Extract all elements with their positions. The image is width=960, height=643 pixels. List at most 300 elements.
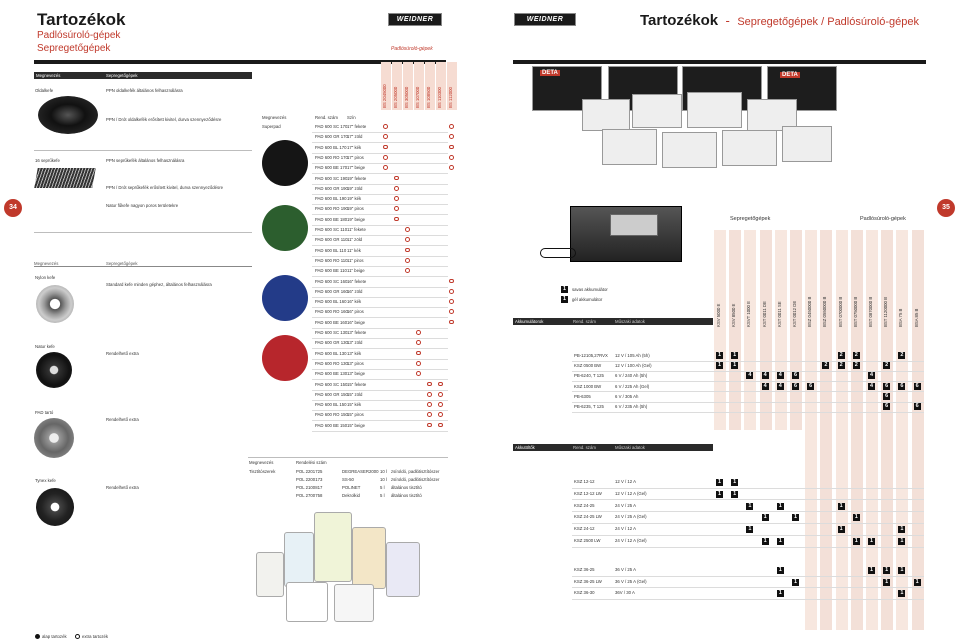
pad-color: 13" beige bbox=[347, 371, 366, 377]
row-line bbox=[312, 256, 448, 257]
pad-color: 15" kék bbox=[347, 402, 362, 408]
quantity-marker: 2 bbox=[839, 352, 843, 358]
row-line bbox=[312, 400, 448, 401]
row-line bbox=[312, 297, 448, 298]
pad-code: PAD 600 SC 160 bbox=[315, 278, 348, 284]
row-line bbox=[312, 328, 448, 329]
charger-spec: 24 V / 12 A (Gel) bbox=[615, 538, 647, 543]
row-line bbox=[312, 317, 448, 318]
nylon-desc: Standard kefe minden géphez, általános felhasználásra bbox=[106, 282, 212, 287]
quantity-marker: 1 bbox=[763, 514, 767, 521]
quantity-marker: 1 bbox=[793, 514, 798, 521]
pad-code: PAD 600 GR 170 bbox=[315, 134, 348, 140]
machine-column-label: BSZ 0450000 B bbox=[807, 296, 813, 327]
row-line bbox=[312, 153, 448, 154]
pad-code: PAD 600 BE 170 bbox=[315, 165, 348, 171]
quantity-marker: 1 bbox=[717, 479, 722, 485]
machine-column-label: KST 0011 DE bbox=[761, 301, 767, 327]
chem-bottles-image bbox=[256, 512, 446, 622]
battery-cell bbox=[662, 132, 717, 168]
battery-spec: 6 V / 240 Ah (5h) bbox=[615, 373, 648, 379]
chem-name: Tisztítószerek bbox=[249, 469, 276, 474]
row-line bbox=[572, 412, 924, 413]
row-line bbox=[312, 235, 448, 236]
pad-code: PAD 600 BE 110 bbox=[315, 268, 347, 274]
pad-color: 15" zöld bbox=[347, 391, 363, 397]
oldalkefe-desc-1: PPN oldalkefék általános felhasználásra bbox=[106, 88, 183, 93]
pad-color: 13" kék bbox=[347, 350, 362, 356]
sec2-header bbox=[34, 260, 252, 267]
machine-column-label: KSVT 1000 E bbox=[746, 301, 752, 327]
quantity-marker: 1 bbox=[915, 578, 919, 585]
pad-color: 15" piros bbox=[347, 412, 364, 418]
legend-basic-dot bbox=[35, 634, 40, 639]
charger-code: KSZ 2500 LW bbox=[574, 538, 601, 543]
quantity-marker: 4 bbox=[869, 382, 874, 389]
bottle bbox=[386, 542, 420, 597]
extra-accessory-marker bbox=[438, 402, 443, 407]
pad-code: PAD 600 BE 180 bbox=[315, 216, 348, 222]
left-subtitle-1: Padlósúroló-gépek bbox=[37, 30, 121, 41]
sec1-h1: Megnevezés bbox=[36, 73, 61, 78]
charger-code: KSZ 24-12 bbox=[574, 526, 595, 532]
sec2-h1: Megnevezés bbox=[34, 261, 59, 266]
charger-spec: 36 V / 25 A (Gel) bbox=[615, 578, 647, 584]
extra-accessory-marker bbox=[405, 227, 410, 232]
pad-code: PAD 600 GR 150 bbox=[315, 391, 348, 397]
superpad-label: Superpad bbox=[262, 124, 281, 129]
machine-column-label: BSA 85 B bbox=[913, 308, 919, 327]
extra-accessory-marker bbox=[438, 382, 443, 387]
pad-color: 17" piros bbox=[347, 154, 364, 160]
quantity-marker: 6 bbox=[915, 382, 919, 389]
battery-brand-label: DETA bbox=[542, 70, 558, 76]
machine-column-label: BS 112000 bbox=[448, 87, 453, 108]
pad-color: 17" kék bbox=[347, 144, 362, 150]
battery-cell bbox=[687, 92, 742, 128]
row-line bbox=[312, 348, 448, 349]
extra-accessory-marker bbox=[449, 145, 454, 150]
machine-column-label: KSV 8500 E bbox=[731, 303, 737, 327]
extra-accessory-marker bbox=[427, 392, 432, 397]
separator bbox=[248, 457, 448, 458]
nylon-image bbox=[36, 285, 74, 323]
extra-accessory-marker bbox=[449, 134, 454, 139]
row-line bbox=[572, 576, 924, 577]
column-bg bbox=[760, 230, 772, 430]
machine-column-label: BSA 75 B bbox=[898, 308, 904, 327]
bottle bbox=[314, 512, 352, 582]
extra-accessory-marker bbox=[416, 371, 421, 376]
quantity-marker: 4 bbox=[763, 372, 767, 379]
extra-accessory-marker bbox=[438, 412, 443, 417]
quantity-marker: 1 bbox=[733, 490, 737, 497]
quantity-marker: 1 bbox=[885, 578, 889, 585]
pad-code: PAD 600 GR 130 bbox=[315, 340, 348, 346]
row-line bbox=[312, 225, 448, 226]
extra-accessory-marker bbox=[427, 412, 432, 417]
right-title-rest: Sepregetőgépek / Padlósúroló-gépek bbox=[737, 16, 919, 28]
acc-h1: Akkumulátorok bbox=[515, 319, 544, 324]
quantity-marker: 1 bbox=[869, 567, 874, 573]
row-line bbox=[312, 287, 448, 288]
pad-code: PAD 600 SC 150 bbox=[315, 381, 348, 387]
left-title: Tartozékok bbox=[37, 10, 126, 29]
bottle bbox=[286, 582, 328, 622]
pad-h3: Szín bbox=[347, 115, 356, 120]
weidner-logo-left: WEIDNER bbox=[388, 13, 442, 26]
column-bg bbox=[790, 230, 802, 430]
col-group-sepregeto: Sepregetőgépek bbox=[730, 216, 771, 222]
oldalkefe-image bbox=[38, 96, 98, 134]
extra-accessory-marker bbox=[449, 155, 454, 160]
pad-code: PAD 600 BE 160 bbox=[315, 319, 348, 325]
quantity-marker: 4 bbox=[763, 382, 767, 389]
pad-code: PAD 600 RO 190 bbox=[315, 206, 348, 212]
chem-cell: zsíroldó, padlótisztítószer bbox=[391, 469, 440, 474]
quantity-marker: 1 bbox=[733, 352, 737, 358]
pad-color: 15" fekete bbox=[347, 381, 367, 387]
quantity-marker: 4 bbox=[778, 372, 782, 379]
charger-cable bbox=[540, 248, 576, 258]
extra-accessory-marker bbox=[416, 351, 421, 356]
quantity-marker: 1 bbox=[748, 526, 752, 533]
row-line bbox=[312, 132, 448, 133]
row-line bbox=[312, 245, 448, 246]
pad-color: 16" beige bbox=[347, 319, 366, 325]
extra-accessory-marker bbox=[394, 176, 399, 181]
quantity-marker: 1 bbox=[748, 502, 752, 509]
pad-code: PAD 600 BL 170 bbox=[315, 144, 347, 150]
battery-code: PB-6305 bbox=[574, 393, 591, 399]
charger-code: KSZ 12-12 bbox=[574, 479, 595, 484]
natur-image bbox=[36, 352, 72, 388]
legend-extra-dot bbox=[75, 634, 80, 639]
pad-code: PAD 600 BL 130 bbox=[315, 350, 347, 356]
page-number-right: 35 bbox=[937, 199, 955, 217]
hengerkefe-label: 16 seprűkefe bbox=[35, 158, 60, 163]
row-line bbox=[312, 410, 448, 411]
quantity-marker: 1 bbox=[793, 578, 798, 585]
chem-h2: Rendelési szám bbox=[296, 460, 327, 465]
pad-code: PAD 600 BL 150 bbox=[315, 402, 347, 408]
extra-accessory-marker bbox=[416, 361, 421, 366]
extra-accessory-marker bbox=[394, 186, 399, 191]
pad-color: 17" zöld bbox=[347, 134, 363, 140]
pad-color: 19" kék bbox=[347, 196, 362, 202]
charger-code: KSZ 36-25 bbox=[574, 567, 595, 572]
machine-column-label: BS 2045000 bbox=[382, 84, 387, 108]
padtarto-image bbox=[34, 418, 74, 458]
row-line bbox=[312, 173, 448, 174]
row-line bbox=[312, 194, 448, 195]
chg-h1: Akkutöltők bbox=[515, 445, 535, 450]
charger-spec: 36 V / 25 A bbox=[615, 567, 637, 572]
pad-code: PAD 600 RO 150 bbox=[315, 412, 348, 418]
row-line bbox=[312, 307, 448, 308]
chem-cell: 5 l bbox=[380, 493, 385, 498]
machine-column-label: KST 0011 SE bbox=[776, 301, 782, 327]
battery-code: PB-6235, T 125 bbox=[574, 404, 604, 409]
machine-column-label: BST 0700000 B bbox=[837, 296, 843, 327]
row-line bbox=[572, 391, 924, 392]
quantity-marker: 4 bbox=[748, 372, 752, 379]
extra-accessory-marker bbox=[416, 340, 421, 345]
battery-code: KSZ 1000 BW bbox=[574, 383, 602, 389]
quantity-marker: 2 bbox=[854, 352, 858, 358]
quantity-marker: 6 bbox=[900, 382, 904, 389]
row-line bbox=[312, 359, 448, 360]
pad-color: 11" zöld bbox=[347, 237, 363, 243]
quantity-marker: 4 bbox=[869, 372, 874, 379]
pad-color: 11" beige bbox=[347, 268, 365, 274]
acc-h2: Rend. szám bbox=[573, 319, 596, 324]
row-line bbox=[572, 599, 924, 600]
pad-code: PAD 600 RO 170 bbox=[315, 154, 348, 160]
quantity-marker: 6 bbox=[885, 403, 889, 409]
charger-code: KSZ 24-25 LW bbox=[574, 514, 602, 520]
row-line bbox=[312, 431, 448, 432]
quantity-marker: 1 bbox=[839, 502, 843, 509]
quantity-marker: 1 bbox=[885, 567, 889, 573]
nylon-label: Nylon kefe bbox=[35, 275, 56, 280]
row-line bbox=[572, 361, 924, 362]
quantity-marker: 1 bbox=[778, 567, 782, 573]
quantity-marker: 1 bbox=[717, 490, 722, 497]
extra-accessory-marker bbox=[427, 402, 432, 407]
machine-column-label: KST 0012 DE bbox=[792, 300, 797, 327]
charger-code: KSZ 24-25 bbox=[574, 502, 595, 508]
pad-color: 11" kék bbox=[347, 247, 361, 253]
quantity-marker: 6 bbox=[793, 382, 798, 389]
pad-color: 16" fekete bbox=[347, 278, 367, 284]
extra-accessory-marker bbox=[394, 196, 399, 201]
acc-h3: Műszaki adatok bbox=[615, 319, 645, 324]
battery-cell bbox=[722, 130, 777, 166]
row-line bbox=[572, 587, 924, 588]
quantity-marker: 1 bbox=[900, 590, 904, 596]
pad-color: 16" kék bbox=[347, 299, 362, 305]
charger-spec: 12 V / 12 A bbox=[615, 479, 637, 484]
padtarto-label: PAD tartó bbox=[35, 410, 54, 415]
machine-column-label: BST 1120000 B bbox=[883, 297, 889, 327]
machine-column-label: BST 0870000 B bbox=[868, 296, 873, 327]
acc-header bbox=[513, 318, 713, 325]
pad-code: PAD 600 GR 110 bbox=[315, 237, 348, 243]
extra-accessory-marker bbox=[383, 145, 388, 150]
chem-cell: 10 l bbox=[380, 469, 387, 474]
row-line bbox=[312, 204, 448, 205]
row-line bbox=[312, 338, 448, 339]
quantity-marker: 1 bbox=[733, 479, 737, 485]
pad-color: 19" beige bbox=[347, 216, 366, 222]
quantity-marker: 6 bbox=[793, 372, 798, 379]
chem-cell: POL 2700758 bbox=[296, 493, 323, 498]
chem-cell: DEGREASER2000 bbox=[342, 469, 379, 474]
extra-accessory-marker bbox=[427, 423, 432, 428]
natur-label: Natur kefe bbox=[35, 344, 55, 349]
charger-spec: 36V / 30 A bbox=[615, 590, 635, 595]
chem-cell: POL 2100817 bbox=[296, 485, 323, 490]
quantity-marker: 2 bbox=[854, 362, 858, 369]
pad-color: 19" piros bbox=[347, 206, 364, 212]
battery-code: PB-6240, T 125 bbox=[574, 373, 604, 379]
quantity-marker: 1 bbox=[778, 502, 782, 509]
battery-spec: 6 V / 305 Ah bbox=[615, 393, 639, 399]
pad-color: 17" beige bbox=[347, 165, 366, 171]
pad-green-image bbox=[262, 205, 308, 251]
pad-black-image bbox=[262, 140, 308, 186]
column-bg bbox=[775, 230, 787, 430]
row-line bbox=[312, 266, 448, 267]
pad-color: 15" beige bbox=[347, 422, 366, 428]
quantity-marker: 1 bbox=[778, 590, 782, 596]
hengerkefe-image bbox=[34, 168, 96, 188]
battery-code: PB-12105,27RVX bbox=[574, 353, 608, 358]
row-line bbox=[312, 163, 448, 164]
extra-accessory-marker bbox=[449, 320, 454, 325]
right-header-bar bbox=[513, 60, 926, 64]
quantity-marker: 1 bbox=[717, 352, 722, 358]
chem-cell: 10 l bbox=[380, 477, 387, 482]
chg-h3: Műszaki adatok bbox=[615, 445, 645, 450]
acid-battery-text: savas akkumulátor bbox=[572, 287, 608, 292]
battery-cell bbox=[602, 129, 657, 165]
quantity-marker: 6 bbox=[809, 382, 813, 389]
quantity-marker: 6 bbox=[885, 382, 889, 389]
battery-spec: 6 V / 235 Ah (5h) bbox=[615, 404, 648, 409]
charger-spec: 12 V / 12 A (Gel) bbox=[615, 490, 647, 496]
chem-cell: zsíroldó, padlótisztítószer bbox=[391, 477, 440, 482]
pad-code: PAD 600 RO 110 bbox=[315, 257, 348, 263]
gel-battery-key: 1 bbox=[562, 296, 567, 302]
padtarto-desc: Rendelhető extra bbox=[106, 417, 139, 422]
natur-desc-2: Rendelhető extra bbox=[106, 351, 139, 356]
quantity-marker: 1 bbox=[900, 567, 904, 573]
extra-accessory-marker bbox=[383, 134, 388, 139]
extra-accessory-marker bbox=[383, 155, 388, 160]
quantity-marker: 2 bbox=[824, 362, 828, 369]
battery-code: KSZ 0500 BW bbox=[574, 363, 602, 369]
charger-code: KSZ 36-25 LW bbox=[574, 578, 602, 584]
extra-accessory-marker bbox=[405, 248, 410, 253]
extra-accessory-marker bbox=[405, 258, 410, 263]
quantity-marker: 1 bbox=[869, 538, 874, 544]
pad-blue-image bbox=[262, 275, 308, 321]
right-title-dash: - bbox=[725, 13, 730, 28]
pad-color: 17" fekete bbox=[347, 124, 367, 129]
sec1-h2: Sepregetőgépek bbox=[106, 73, 138, 78]
row-line bbox=[312, 390, 448, 391]
sec2-h2: Sepregetőgépek bbox=[106, 261, 138, 266]
separator bbox=[34, 150, 252, 151]
quantity-marker: 1 bbox=[839, 526, 843, 533]
charger-code: KSZ 36-30 bbox=[574, 590, 595, 595]
pad-code: PAD 600 SC 170 bbox=[315, 124, 348, 129]
chem-cell: 5 l bbox=[380, 485, 385, 490]
battery-brand-label: DETA bbox=[782, 72, 798, 78]
pad-code: PAD 600 SC 130 bbox=[315, 330, 348, 335]
quantity-marker: 6 bbox=[885, 392, 889, 399]
row-line bbox=[572, 547, 924, 548]
right-title-main: Tartozékok bbox=[640, 12, 719, 29]
row-line bbox=[312, 214, 448, 215]
chem-cell: POL 2200173 bbox=[296, 477, 323, 482]
extra-accessory-marker bbox=[394, 217, 399, 222]
natur-desc-1: Natur fűkefe nagyon poros területekre bbox=[106, 203, 179, 208]
row-line bbox=[312, 369, 448, 370]
oldalkefe-desc-2: PPN / Drót oldalkefék erősített kivitel, durva szennyeződésre bbox=[106, 117, 222, 122]
tynex-image bbox=[36, 488, 74, 526]
quantity-marker: 1 bbox=[900, 538, 904, 544]
charger-spec: 24 V / 25 A bbox=[615, 502, 637, 508]
row-line bbox=[572, 402, 924, 403]
charger-header bbox=[513, 444, 713, 451]
quantity-marker: 2 bbox=[900, 352, 904, 358]
pad-code: PAD 600 BL 110 bbox=[315, 247, 347, 253]
row-line bbox=[312, 420, 448, 421]
extra-accessory-marker bbox=[449, 165, 454, 170]
extra-accessory-marker bbox=[449, 124, 454, 129]
col-group-padlo: Padlósúroló-gépek bbox=[860, 216, 906, 222]
extra-accessory-marker bbox=[383, 124, 388, 129]
quantity-marker: 1 bbox=[854, 514, 858, 521]
right-title bbox=[640, 12, 919, 30]
chem-cell: általános tisztító bbox=[391, 485, 422, 490]
pad-color: 11" piros bbox=[347, 257, 364, 263]
pad-code: PAD 600 SC 190 bbox=[315, 175, 348, 181]
quantity-marker: 1 bbox=[717, 362, 722, 369]
charger-spec: 24 V / 12 A bbox=[615, 526, 637, 532]
tynex-label: Tynex kefe bbox=[35, 478, 56, 483]
row-line bbox=[312, 379, 448, 380]
pad-color: 19" fekete bbox=[347, 175, 367, 181]
extra-accessory-marker bbox=[449, 289, 454, 294]
bottle bbox=[352, 527, 386, 589]
machine-column-label: BS 205000 bbox=[393, 86, 398, 108]
quantity-marker: 4 bbox=[778, 382, 782, 389]
pad-code: PAD 600 SC 110 bbox=[315, 227, 348, 232]
row-line bbox=[572, 511, 924, 512]
battery-spec: 12 V / 105 Ah (5h) bbox=[615, 353, 650, 358]
battery-cell bbox=[582, 99, 630, 131]
left-subtitle-2: Sepregetőgépek bbox=[37, 43, 111, 54]
row-line bbox=[572, 488, 924, 489]
pad-code: PAD 600 BE 150 bbox=[315, 422, 348, 428]
legend-extra-label: extra tartozék bbox=[82, 634, 109, 639]
row-line bbox=[572, 523, 924, 524]
quantity-marker: 1 bbox=[763, 538, 767, 544]
pad-color: 11" fekete bbox=[347, 227, 366, 232]
bottle bbox=[284, 532, 314, 587]
extra-accessory-marker bbox=[394, 206, 399, 211]
weidner-logo-right: WEIDNER bbox=[514, 13, 576, 26]
quantity-marker: 1 bbox=[778, 538, 782, 544]
machine-column-label: BS 110300 bbox=[437, 87, 442, 108]
charger-code: KSZ 12-12 LW bbox=[574, 490, 602, 496]
quantity-marker: 2 bbox=[885, 362, 889, 369]
machine-column-label: BS 108500 bbox=[426, 86, 431, 108]
oldalkefe-label: Oldalkefe bbox=[35, 88, 54, 93]
pad-code: PAD 600 BE 130 bbox=[315, 371, 348, 377]
battery-cell bbox=[782, 126, 832, 162]
pad-code: PAD 600 BL 190 bbox=[315, 196, 347, 202]
charger-spec: 24 V / 25 A (Gel) bbox=[615, 514, 647, 520]
pad-code: PAD 600 GR 160 bbox=[315, 288, 348, 294]
extra-accessory-marker bbox=[449, 309, 454, 314]
tynex-desc: Rendelhető extra bbox=[106, 485, 139, 490]
chem-cell: általános tisztító bbox=[391, 493, 422, 498]
